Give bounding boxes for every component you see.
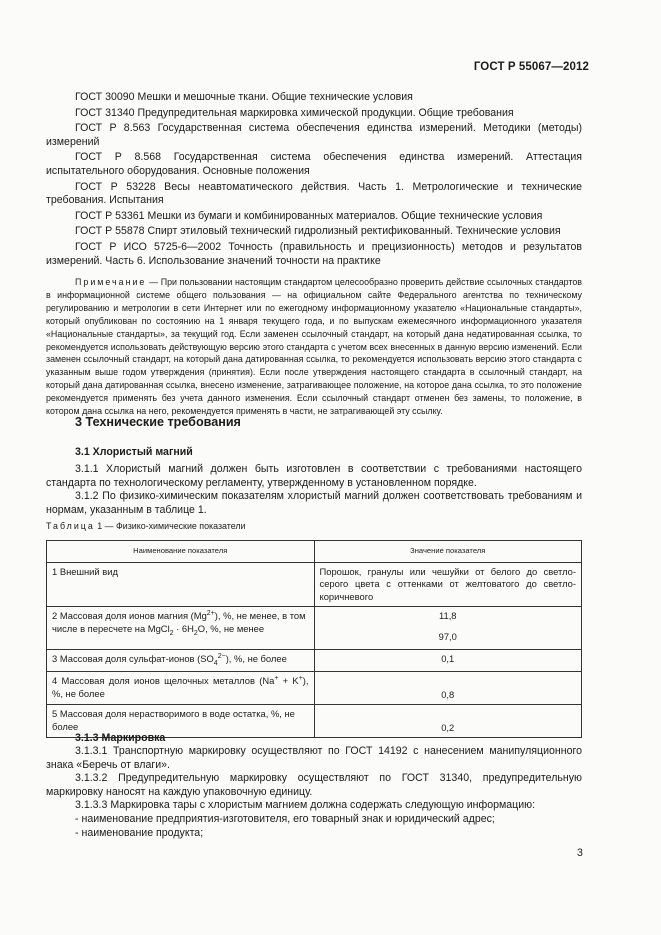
- table-cell: 0,2: [314, 705, 582, 738]
- table-row: [47, 650, 582, 672]
- cell-sup: +: [274, 675, 279, 683]
- cell-text: ), %, не более: [52, 675, 309, 699]
- reference-item: ГОСТ Р 55878 Спирт этиловый технический гидролизный ректификованный. Технические условия: [75, 225, 561, 238]
- normative-references: [46, 91, 582, 270]
- column-header: Значение показателя: [314, 541, 582, 563]
- list-item: - наименование продукта;: [75, 827, 204, 839]
- column-header: Наименование показателя: [47, 541, 315, 563]
- subsection-heading: 3.1.3 Маркировка: [75, 732, 166, 744]
- table-cell: 1 Внешний вид: [47, 563, 315, 607]
- note-paragraph: [46, 276, 582, 418]
- section-heading: 3 Технические требования: [75, 415, 241, 429]
- cell-sup: 2+: [206, 610, 215, 618]
- table-cell: [47, 650, 315, 672]
- cell-value: 11,8: [438, 610, 457, 622]
- cell-text: 4 Массовая доля ионов щелочных металлов (Na: [52, 675, 275, 687]
- cell-text: 3 Массовая доля сульфат-ионов (SO: [52, 653, 214, 665]
- properties-table: [46, 540, 582, 738]
- cell-text: O, %, не менее: [197, 622, 265, 634]
- cell-text: ), %, не более: [225, 653, 287, 665]
- table-row: [47, 563, 582, 607]
- table-cell: Порошок, гранулы или чешуйки от белого до светло-серого цвета с оттенками от желтоватого до светло-коричневого: [314, 563, 582, 607]
- note-text: — При пользовании настоящим стандартом целесообразно проверить действие ссылочных стандартов в информационной системе общего пользования — на официальном сайте Федерального агентства по техническому регулированию и метрологии в сети Интернет или по ежегодному информационному указателю «Национальные стандарты», который опубликован по состоянию на 1 января текущего года, и по выпускам ежемесячного информационного указателя «Национальные стандарты», за текущий год. Если заменен ссылочный стандарт, на который дана недатированная ссылка, то рекомендуется использовать действующую версию этого стандарта с учетом всех внесенных в данную версию изменений. Если заменен ссылочный стандарт, на который дана датированная ссылка, то рекомендуется использовать версию этого стандарта с указанным выше годом утверждения (принятия). Если после утверждения настоящего стандарта в ссылочный стандарт, на который дана датированная ссылка, внесено изменение, затрагивающее положение, на которое дана ссылка, то это положение рекомендуется применять без учета данного изменения. Если ссылочный стандарт отменен без замены, то положение, в котором дана ссылка на него, рекомендуется применять в части, не затрагивающей эту ссылку.: [46, 277, 582, 417]
- cell-text: · 6H: [173, 622, 194, 634]
- reference-item: ГОСТ Р 53361 Мешки из бумаги и комбинированных материалов. Общие технические условия: [75, 209, 543, 222]
- table-cell: 0,1: [314, 650, 582, 672]
- reference-item: ГОСТ Р 53228 Весы неавтоматического действия. Часть 1. Метрологические и технические требования. Испытания: [46, 180, 582, 207]
- cell-text: 2 Массовая доля ионов магния (Mg: [52, 610, 207, 622]
- table-header-row: [47, 541, 582, 563]
- reference-item: ГОСТ 31340 Предупредительная маркировка химической продукции. Общие требования: [75, 106, 514, 119]
- list-item: - наименование предприятия-изготовителя, его товарный знак и юридический адрес;: [75, 813, 495, 825]
- table-cell: [47, 672, 315, 705]
- paragraph-3-1-3-1: 3.1.3.1 Транспортную маркировку осуществляют по ГОСТ 14192 с нанесением манипуляционного знака «Беречь от влаги».: [46, 745, 582, 771]
- table-row: [47, 672, 582, 705]
- reference-item: ГОСТ 30090 Мешки и мешочные ткани. Общие технические условия: [75, 91, 413, 103]
- cell-sub: 2: [169, 629, 174, 637]
- paragraph-3-1-3-2: 3.1.3.2 Предупредительную маркировку осуществляют по ГОСТ 31340, предупредительную маркировку наносят на каждую упаковочную единицу.: [46, 772, 582, 798]
- table-row: [47, 607, 582, 650]
- document-code: ГОСТ Р 55067—2012: [473, 61, 589, 73]
- table-caption: [46, 521, 246, 531]
- cell-sup: +: [298, 675, 303, 683]
- reference-item: ГОСТ Р ИСО 5725-6—2002 Точность (правильность и прецизионность) методов и результатов измерений. Часть 6. Использование значений точности на практике: [46, 240, 582, 267]
- reference-item: ГОСТ Р 8.568 Государственная система обеспечения единства измерений. Аттестация испытательного оборудования. Основные положения: [46, 151, 582, 177]
- subsection-heading: 3.1 Хлористый магний: [75, 446, 193, 458]
- cell-value: 97,0: [438, 630, 457, 642]
- paragraph-3-1-2: 3.1.2 По физико-химическим показателям хлористый магний должен соответствовать требованиям и нормам, указанным в таблице 1.: [46, 490, 582, 516]
- reference-item: ГОСТ Р 8.563 Государственная система обеспечения единства измерений. Методики (методы) измерений: [46, 122, 582, 148]
- page-number: 3: [577, 847, 583, 859]
- table-cell: 5 Массовая доля нерастворимого в воде остатка, %, не более: [47, 705, 315, 738]
- cell-sup: 2−: [217, 653, 226, 661]
- cell-text: + K: [278, 675, 299, 687]
- cell-sub: 4: [213, 660, 218, 668]
- table-cell: [47, 607, 315, 650]
- paragraph-3-1-1: 3.1.1 Хлористый магний должен быть изготовлен в соответствии с требованиями настоящего стандарта по технологическому регламенту, утвержденному в установленном порядке.: [46, 463, 582, 489]
- cell-text: ), %, не менее, в том числе в пересчете на MgCl: [52, 610, 306, 634]
- table-caption-label: Таблица: [46, 521, 95, 531]
- note-label: Примечание: [75, 277, 147, 287]
- paragraph-3-1-3-3: 3.1.3.3 Маркировка тары с хлористым магнием должна содержать следующую информацию:: [75, 799, 536, 811]
- table-cell: [314, 607, 582, 650]
- table-cell: 0,8: [314, 672, 582, 705]
- cell-sub: 2: [193, 629, 198, 637]
- table-caption-text: 1 — Физико-химические показатели: [94, 521, 246, 531]
